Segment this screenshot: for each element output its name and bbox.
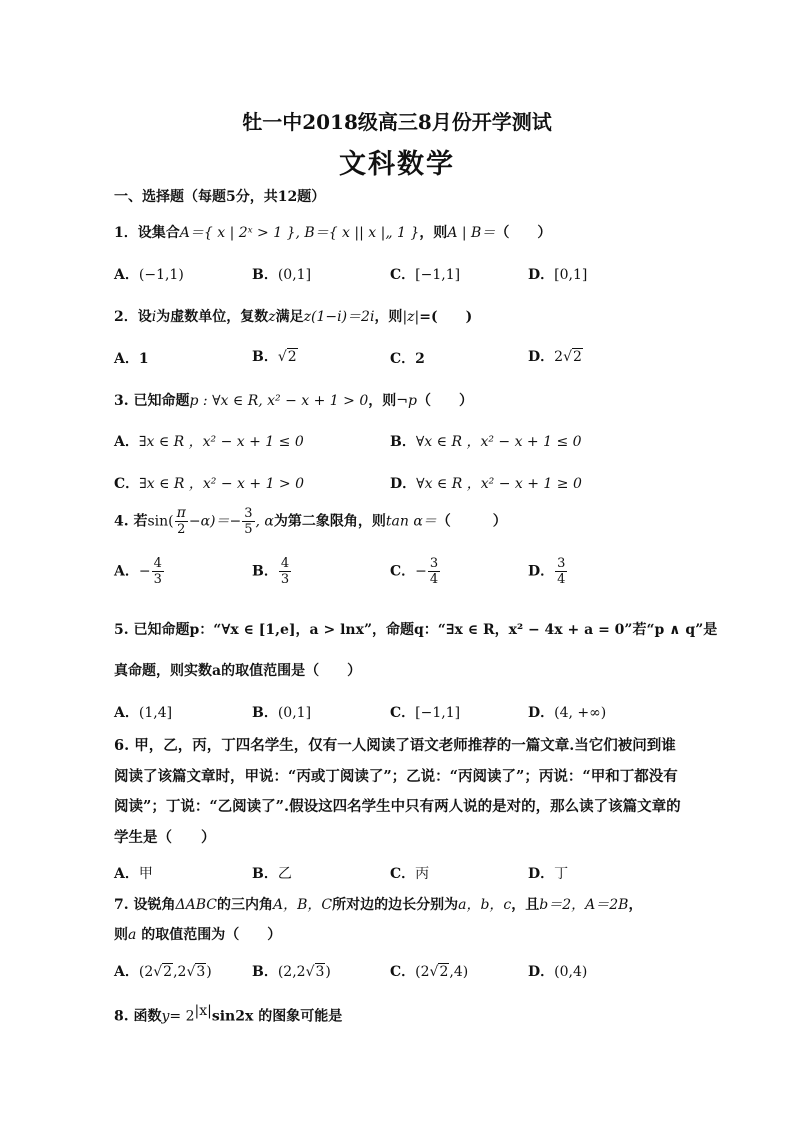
- option-c: C．[−1,1]: [390, 267, 461, 283]
- question-number: 2．: [114, 309, 138, 325]
- question-text: 甲，乙，丙，丁四名学生，仅有一人阅读了语文老师推荐的一篇文章.当它们被问到谁阅读了该篇文章时，甲说：“丙或丁阅读了”；乙说：“丙阅读了”；丙说：“甲和丁都没有阅读”；丁说：“乙阅读了”.假设这四名学生中只有两人说的是对的，那么读了该篇文章的学生是（ ）: [114, 737, 681, 846]
- question-4: [114, 506, 507, 537]
- fraction: $\frac{3}{5}$: [244, 506, 253, 537]
- math-expr: = 2: [169, 1008, 195, 1025]
- option-d: D．(0,4): [528, 964, 588, 980]
- question-number: 6.: [114, 737, 130, 754]
- math-expr: z: [268, 309, 276, 325]
- option-b: B． $\frac{4}{3}$: [252, 556, 290, 587]
- question-text: 设锐角: [133, 897, 176, 913]
- question-6: [114, 731, 686, 853]
- option-b: B．(0,1]: [252, 267, 312, 283]
- option-c: C．丙: [390, 866, 430, 882]
- question-number: 4.: [114, 513, 129, 530]
- option-d: D．[0,1]: [528, 267, 588, 283]
- math-expr: A，B，C: [272, 897, 333, 913]
- question-number: 3.: [114, 393, 129, 409]
- option-a: A．1: [114, 351, 149, 367]
- math-expr: p : ∀x ∈ R, x² − x + 1 > 0: [189, 393, 369, 409]
- question-text: 为虚数单位，复数: [156, 309, 269, 325]
- math-expr: sin(: [147, 513, 174, 530]
- option-d: D．∀x ∈ R ，x² − x + 1 ≥ 0: [390, 476, 582, 492]
- question-text: 设集合: [137, 225, 180, 241]
- question-5-line-2: 真命题，则实数a的取值范围是（ ）: [114, 663, 362, 679]
- question-8: [114, 1003, 342, 1026]
- math-expr: z(1−i)＝2i: [303, 309, 375, 325]
- section-heading: 一、选择题（每题5分，共12题）: [114, 189, 326, 205]
- option-d: D．(4, +∞): [528, 705, 607, 721]
- math-expr: a: [128, 927, 137, 943]
- math-expr: −α)＝−: [188, 513, 242, 530]
- question-text: 所对边的边长分别为: [332, 897, 459, 913]
- option-c: C．[−1,1]: [390, 705, 461, 721]
- math-expr: b＝2，A＝2B: [539, 897, 629, 913]
- question-text: 则: [114, 927, 128, 943]
- question-text: sin2x 的图象可能是: [211, 1008, 343, 1025]
- fraction: $\frac{\pi}{2}$: [176, 505, 186, 537]
- question-number: 1．: [114, 225, 138, 241]
- math-expr: tan α＝: [385, 513, 437, 530]
- option-c: C．∃x ∈ R ，x² − x + 1 > 0: [114, 476, 305, 492]
- option-b: B．(0,1]: [252, 705, 312, 721]
- question-text: ，则: [419, 225, 448, 241]
- math-expr: , α: [255, 513, 274, 530]
- option-a: A．甲: [114, 866, 153, 882]
- question-1: [114, 222, 551, 242]
- answer-paren: （ ）: [436, 513, 507, 530]
- math-expr: ΔABC: [175, 897, 217, 913]
- question-5: [114, 619, 717, 639]
- school-title: 牡一中2018级高三8月份开学测试: [242, 110, 552, 134]
- option-b: B．√2: [252, 349, 297, 365]
- question-text: 的三内角: [216, 897, 273, 913]
- option-a: A．(−1,1): [114, 267, 184, 283]
- option-a: A．(1,4]: [114, 705, 173, 721]
- math-expr: i: [151, 309, 157, 325]
- question-text: 若: [133, 513, 148, 530]
- answer-paren: （ ）: [495, 225, 552, 241]
- math-expr: y: [161, 1008, 170, 1025]
- question-text: 设: [137, 309, 152, 325]
- math-expr: |z|: [402, 309, 420, 325]
- question-text: 已知命题p：“∀x ∈ [1,e]，a > lnx”，命题q：“∃x ∈ R，x² − 4x + a = 0”若“p ∧ q”是: [133, 622, 718, 638]
- question-2: [114, 306, 472, 326]
- math-superscript: |x|: [194, 1003, 212, 1019]
- math-expr: A＝{ x | 2ˣ > 1 }, B＝{ x || x |„ 1 }: [179, 225, 420, 241]
- question-number: 8.: [114, 1008, 129, 1025]
- math-expr: ¬p: [396, 393, 417, 409]
- question-text: ，则: [368, 393, 397, 409]
- question-text: ，且: [511, 897, 540, 913]
- answer-paren: （ ）: [416, 393, 473, 409]
- question-7-line-2: [114, 924, 281, 944]
- option-b: B．乙: [252, 866, 292, 882]
- option-d: D． $\frac{3}{4}$: [528, 556, 566, 587]
- option-a: A．− $\frac{4}{3}$: [114, 556, 162, 587]
- answer-paren: =( ): [419, 309, 473, 325]
- question-text: 的取值范围为（ ）: [136, 927, 282, 943]
- subject-title: 文科数学: [339, 149, 455, 180]
- option-d: D．丁: [528, 866, 569, 882]
- question-text: 为第二象限角，则: [273, 513, 386, 530]
- option-a: A．∃x ∈ R ，x² − x + 1 ≤ 0: [114, 434, 304, 450]
- question-3: [114, 390, 473, 410]
- question-number: 5.: [114, 622, 129, 638]
- question-7: [114, 894, 642, 914]
- option-a: A．(2√2,2√3): [114, 964, 212, 980]
- option-c: C．− $\frac{3}{4}$: [390, 556, 439, 587]
- math-expr: A | B＝: [447, 225, 496, 241]
- question-number: 7.: [114, 897, 129, 913]
- question-text: ，则: [374, 309, 403, 325]
- option-b: B．(2,2√3): [252, 964, 331, 980]
- option-b: B．∀x ∈ R ，x² − x + 1 ≤ 0: [390, 434, 582, 450]
- question-text: 已知命题: [133, 393, 190, 409]
- option-c: C．2: [390, 351, 425, 367]
- question-text: ，: [628, 897, 643, 913]
- question-text: 满足: [275, 309, 304, 325]
- option-d: D．2√2: [528, 349, 582, 365]
- math-expr: a，b，c: [458, 897, 512, 913]
- option-c: C．(2√2,4): [390, 964, 469, 980]
- question-text: 函数: [133, 1008, 162, 1025]
